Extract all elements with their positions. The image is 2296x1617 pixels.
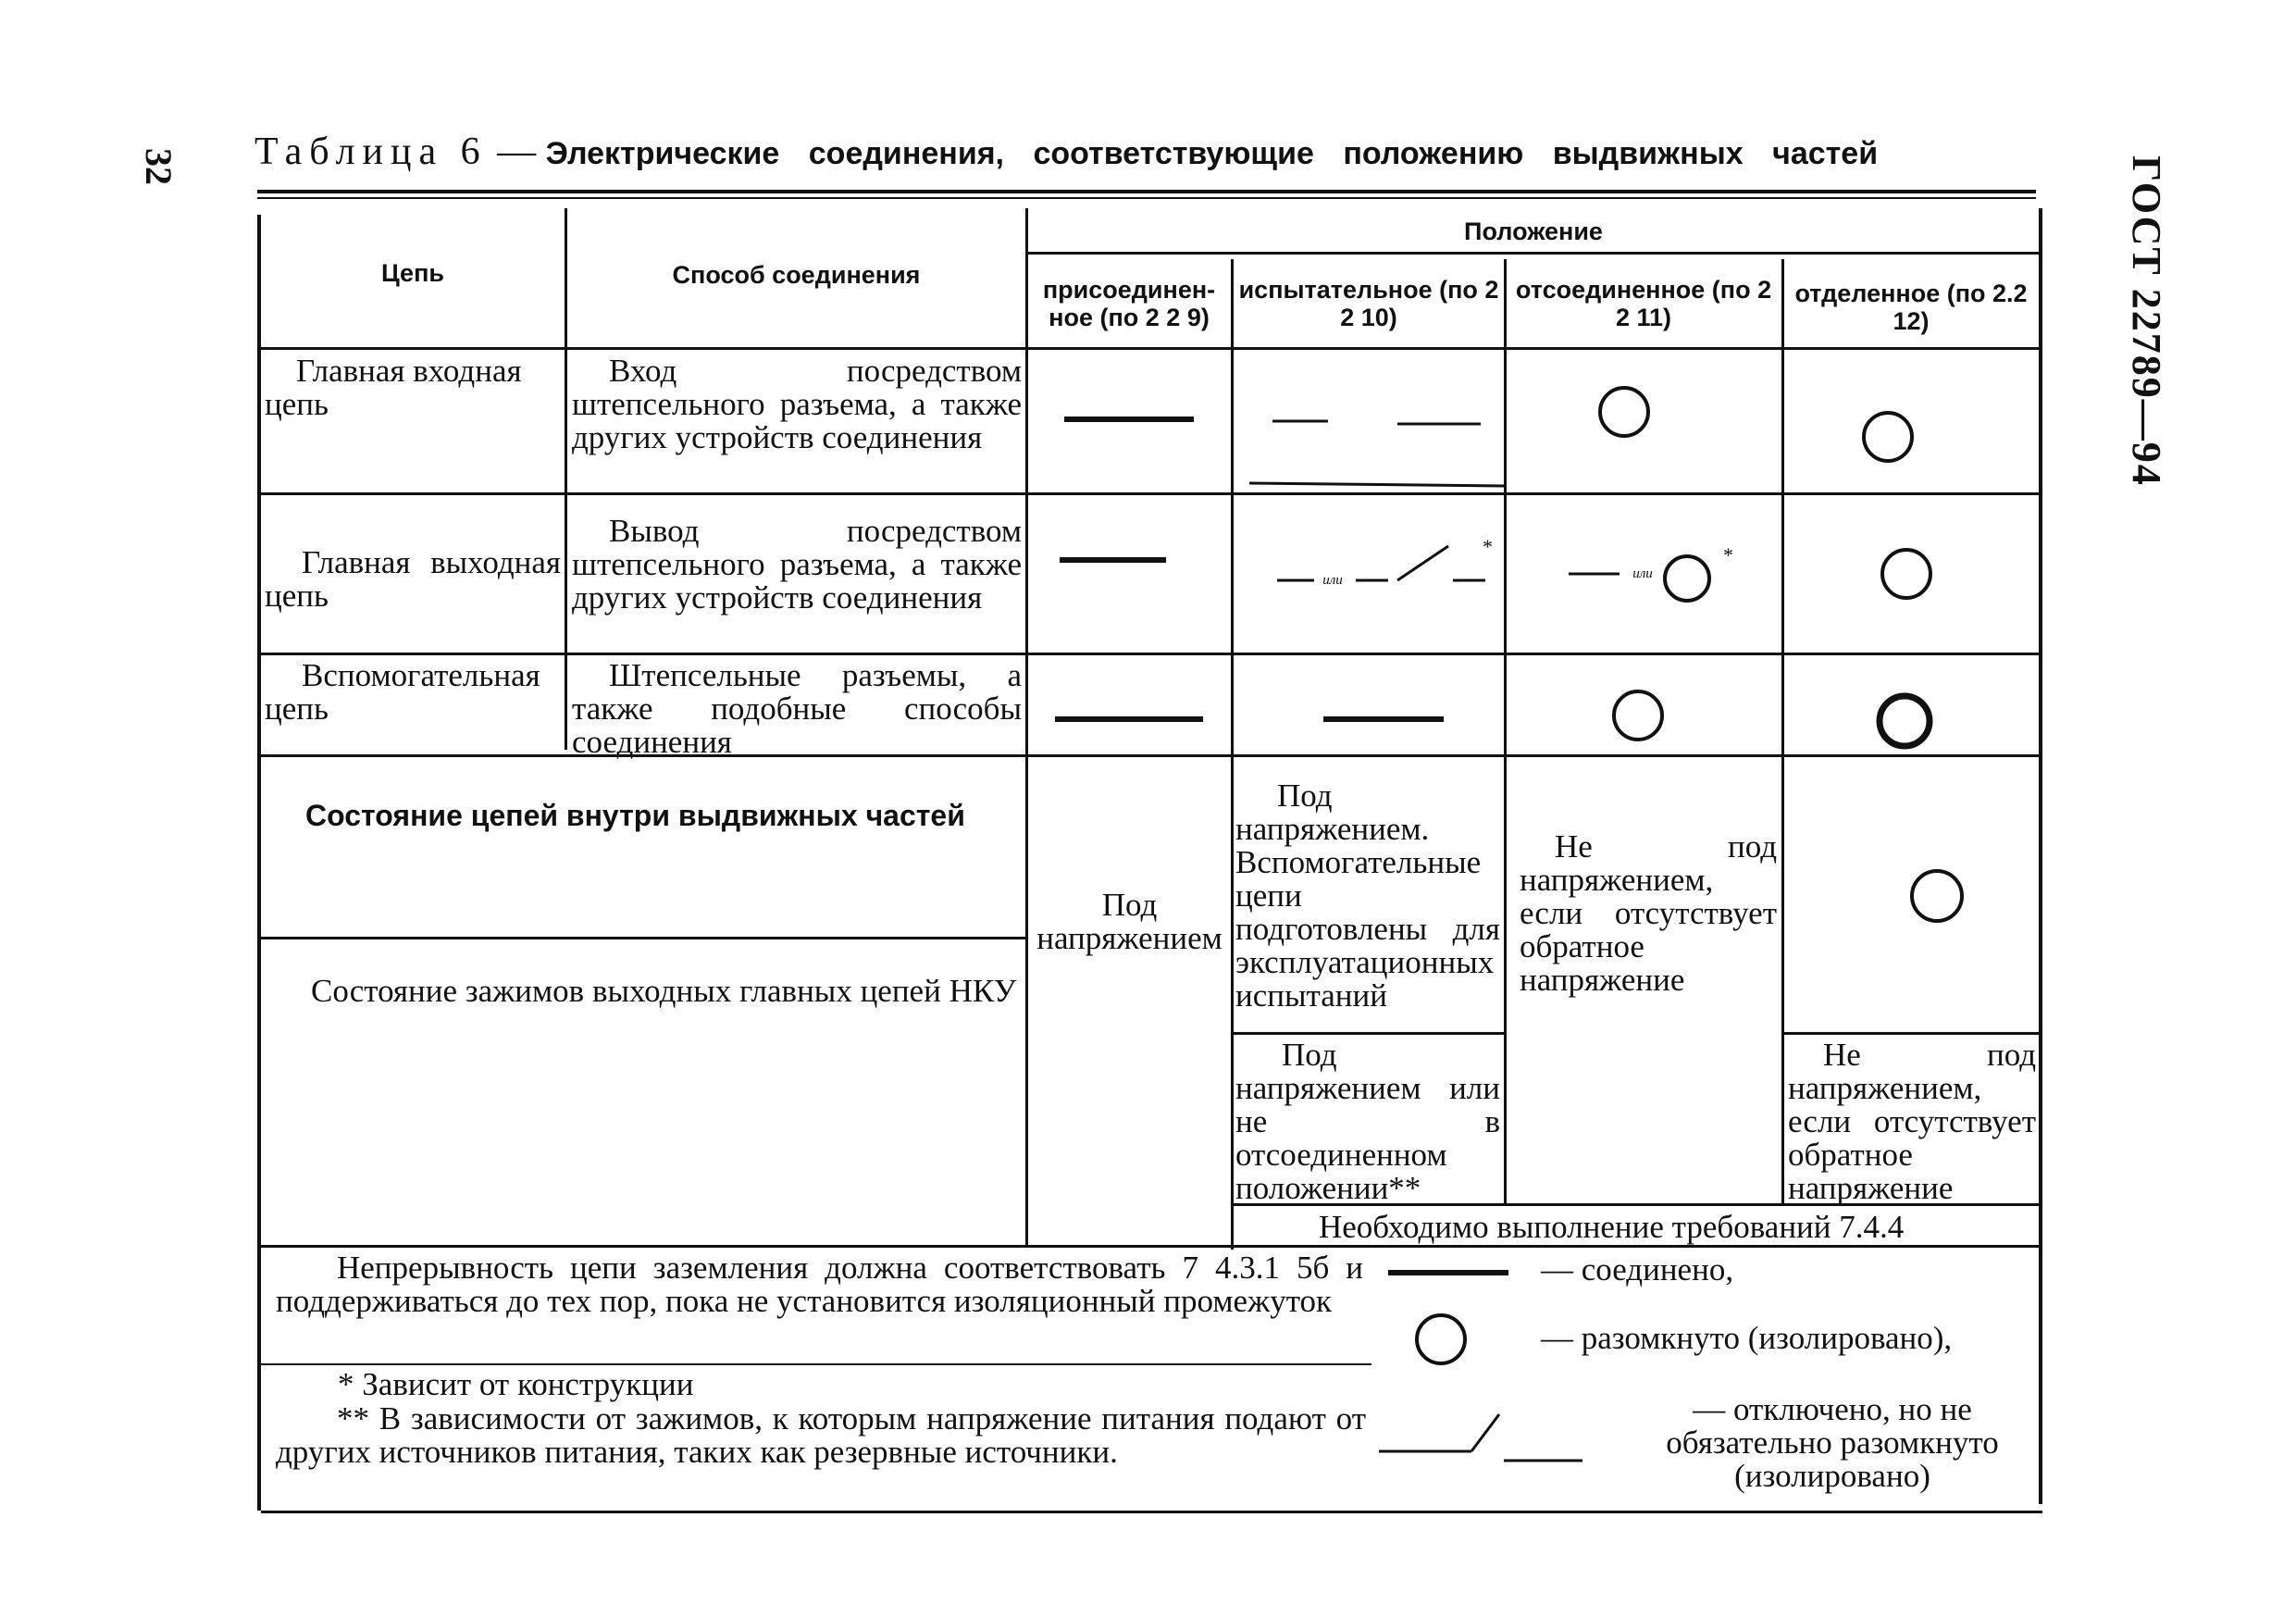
note-grounding: Непрерывность цепи заземления должна соответствовать 7 4.3.1 5б и поддерживаться до тех пор, пока не установится изоляционный промежуток (276, 1250, 1363, 1319)
legend-open-symbol (1417, 1315, 1465, 1363)
standard-code: ГОСТ 22789—94 (2124, 155, 2169, 487)
state-requirement: Необходимо выполнение требований 7.4.4 (1319, 1209, 1905, 1245)
header-circuit: Цепь (381, 259, 444, 287)
symbol-row2-test-switch (1277, 546, 1485, 580)
table-title-dash: — (497, 131, 537, 173)
symbol-row2-test-footnote-star: * (1483, 535, 1493, 558)
legend-switch-symbol (1379, 1414, 1582, 1461)
legend-switch-text: — отключено, но не обязательно разомкнуто (изолировано) (1666, 1391, 1999, 1494)
state-test-inside: Под напряжением. Вспомогательные цепи подготовлены для эксплуатационных испытаний (1235, 777, 1500, 1014)
row1-test-divider (1249, 483, 1504, 486)
state-test-terminals: Под напряжением или не в отсоединенном положении** (1235, 1037, 1500, 1206)
state-terminals-label: Состояние зажимов выходных главных цепей НКУ (311, 973, 1017, 1009)
symbol-withdrawn-inside-open (1912, 871, 1962, 921)
symbol-row2-disconnected-footnote-star: * (1723, 543, 1733, 566)
state-disconnected: Не под напряжением, если отсутствует обратное напряжение (1520, 828, 1777, 998)
row-auxiliary-circuit: Вспомогательная цепь (265, 657, 540, 727)
symbol-row1-test-broken (1272, 421, 1481, 424)
table-title-text: Электрические соединения, соответствующие положению выдвижных частей (545, 136, 1879, 171)
row-main-output-method: Вывод посредством штепсельного разъема, а также других устройств соединения (572, 513, 1022, 616)
row-main-output-circuit: Главная выходная цепь (265, 544, 561, 614)
legend-connected-text: — соединено, (1541, 1251, 1734, 1287)
symbol-row1-disconnected-open (1600, 388, 1648, 436)
symbol-row3-disconnected-open (1614, 691, 1662, 740)
header-position: Положение (1464, 218, 1603, 245)
symbol-row2-disconnected-or: или (1632, 566, 1653, 581)
legend-open-text: — разомкнуто (изолировано), (1541, 1320, 1953, 1356)
header-connection-method: Способ соединения (672, 261, 921, 289)
row-main-input-circuit: Главная входная цепь (265, 353, 522, 422)
row-main-input-method: Вход посредством штепсельного разъема, а также других устройств соединения (572, 353, 1022, 455)
state-withdrawn-terminals: Не под напряжением, если отсутствует обратное напряжение (1788, 1037, 2036, 1206)
header-position-test: испытательное (по 2 2 10) (1238, 276, 1499, 331)
symbol-row1-withdrawn-open (1864, 413, 1912, 461)
note-footnote-2: ** В зависимости от зажимов, к которым напряжение питания подают от других источников питания, таких как резервные источники. (276, 1400, 1366, 1470)
symbol-row3-withdrawn-open (1880, 696, 1930, 746)
symbol-row2-withdrawn-open (1882, 550, 1930, 598)
header-position-connected: присоединен-ное (по 2 2 9) (1042, 276, 1216, 331)
page-number: 32 (138, 148, 180, 185)
state-connected: Под напряжением (1036, 887, 1222, 956)
row-auxiliary-method: Штепсельные разъемы, а также подобные способы соединения (572, 657, 1022, 760)
note-footnote-1: * Зависит от конструкции (338, 1366, 694, 1402)
symbol-row2-test-or: или (1322, 573, 1343, 588)
header-position-disconnected: отсоединенное (по 2 2 11) (1515, 276, 1772, 331)
header-position-withdrawn: отделенное (по 2.2 12) (1794, 280, 2028, 335)
table-title-label: Таблица 6 (254, 131, 488, 173)
state-inside-label: Состояние цепей внутри выдвижных частей (305, 799, 965, 832)
